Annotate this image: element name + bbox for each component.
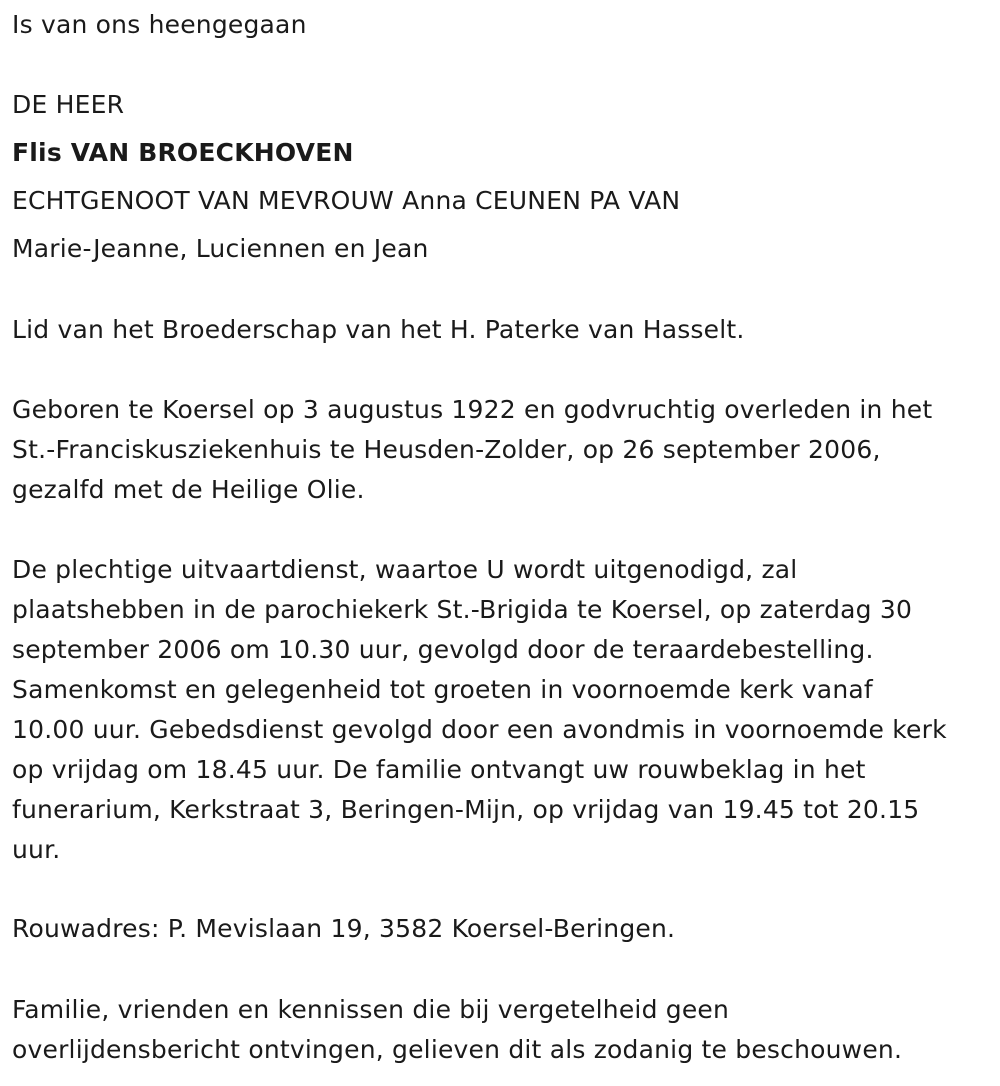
deceased-name: Flis VAN BROECKHOVEN bbox=[12, 138, 354, 167]
paragraph-line: september 2006 om 10.30 uur, gevolgd door de teraardebestelling. bbox=[12, 635, 874, 664]
paragraph-line: Geboren te Koersel op 3 augustus 1922 en godvruchtig overleden in het bbox=[12, 395, 933, 424]
paragraph-line: uur. bbox=[12, 835, 61, 864]
birth-death-paragraph bbox=[12, 390, 987, 510]
honorific-title: DE HEER bbox=[12, 90, 125, 119]
paragraph-line: plaatshebben in de parochiekerk St.-Brigida te Koersel, op zaterdag 30 bbox=[12, 595, 913, 624]
children-line: Marie-Jeanne, Luciennen en Jean bbox=[12, 234, 429, 263]
intro-text: Is van ons heengegaan bbox=[12, 10, 307, 39]
paragraph-line: gezalfd met de Heilige Olie. bbox=[12, 475, 365, 504]
paragraph-line: op vrijdag om 18.45 uur. De familie ontvangt uw rouwbeklag in het bbox=[12, 755, 866, 784]
membership-text: Lid van het Broederschap van het H. Paterke van Hasselt. bbox=[12, 315, 745, 344]
paragraph-line: Familie, vrienden en kennissen die bij vergetelheid geen bbox=[12, 995, 730, 1024]
paragraph-line: De plechtige uitvaartdienst, waartoe U wordt uitgenodigd, zal bbox=[12, 555, 798, 584]
paragraph-line: Samenkomst en gelegenheid tot groeten in voornoemde kerk vanaf bbox=[12, 675, 873, 704]
paragraph-line: overlijdensbericht ontvingen, gelieven dit als zodanig te beschouwen. bbox=[12, 1035, 903, 1064]
paragraph-line: St.-Franciskusziekenhuis te Heusden-Zolder, op 26 september 2006, bbox=[12, 435, 881, 464]
closing-paragraph bbox=[12, 990, 987, 1070]
mourning-address: Rouwadres: P. Mevislaan 19, 3582 Koersel-Beringen. bbox=[12, 914, 676, 943]
funeral-paragraph bbox=[12, 550, 987, 870]
paragraph-line: 10.00 uur. Gebedsdienst gevolgd door een avondmis in voornoemde kerk bbox=[12, 715, 947, 744]
paragraph-line: funerarium, Kerkstraat 3, Beringen-Mijn, op vrijdag van 19.45 tot 20.15 bbox=[12, 795, 920, 824]
spouse-line: ECHTGENOOT VAN MEVROUW Anna CEUNEN PA VAN bbox=[12, 186, 681, 215]
